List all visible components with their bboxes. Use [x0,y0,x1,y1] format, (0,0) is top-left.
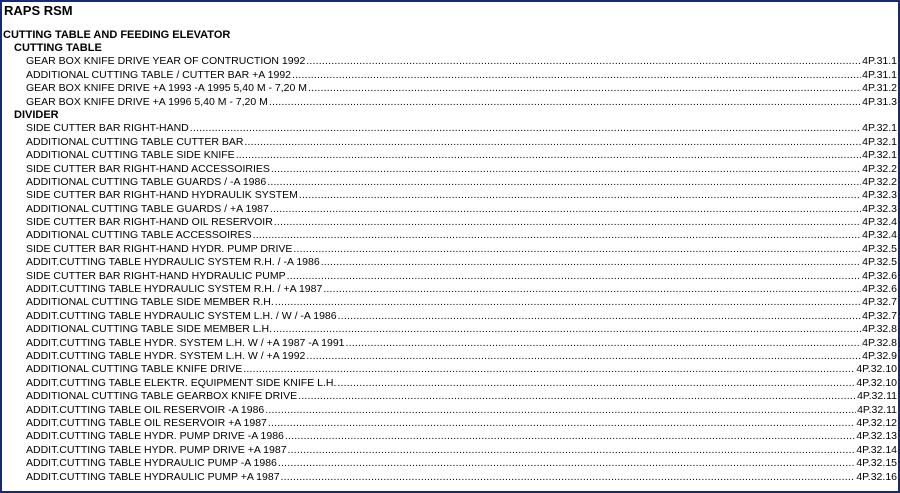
dot-leader [273,323,861,336]
toc-entry-page-ref: 4P.32.4 [862,216,897,229]
toc-entry[interactable] [2,444,898,457]
toc-entry-page-ref: 4P.32.14 [856,443,897,456]
toc-entry[interactable] [2,283,898,296]
toc-entry-page-ref: 4P.32.1 [862,135,897,148]
dot-leader [338,310,862,323]
toc-entry-label: ADDIT.CUTTING TABLE OIL RESERVOIR +A 1987 [26,416,267,429]
dot-leader [292,69,861,82]
toc-entry-page-ref: 4P.32.6 [862,283,897,296]
dot-leader [190,122,861,135]
dot-leader [244,136,861,149]
toc-entry-label: ADDIT.CUTTING TABLE OIL RESERVOIR -A 1986 [26,403,265,416]
dot-leader [269,96,861,109]
toc-entry-label: ADDITIONAL CUTTING TABLE / CUTTER BAR +A 1992 [26,68,291,81]
toc-entry-label: SIDE CUTTER BAR RIGHT-HAND [26,122,189,135]
toc-entry[interactable] [2,256,898,269]
toc-entry[interactable] [2,457,898,470]
toc-entry-page-ref: 4P.32.15 [856,457,897,470]
dot-leader [265,404,856,417]
toc-entry-page-ref: 4P.32.9 [862,349,897,362]
toc-entry[interactable] [2,149,898,162]
toc-entry-page-ref: 4P.32.11 [857,403,897,416]
table-of-contents [2,42,898,484]
toc-entry-page-ref: 4P.32.12 [856,416,897,429]
toc-entry-page-ref: 4P.32.6 [862,269,897,282]
dot-leader [275,296,861,309]
toc-entry-label: GEAR BOX KNIFE DRIVE YEAR OF CONTRUCTION 1992 [26,55,306,68]
dot-leader [243,363,855,376]
dot-leader [346,337,862,350]
toc-entry[interactable] [2,390,898,403]
toc-entry[interactable] [2,417,898,430]
toc-entry-label: ADDITIONAL CUTTING TABLE ACCESSOIRES [26,229,252,242]
toc-entry-label: ADDIT.CUTTING TABLE HYDRAULIC PUMP -A 1986 [26,457,277,470]
toc-entry[interactable] [2,377,898,390]
document-title: RAPS RSM [4,3,73,18]
section-title: CUTTING TABLE AND FEEDING ELEVATOR [3,29,231,41]
subsection-title: CUTTING TABLE [14,42,102,54]
toc-entry-label: ADDITIONAL CUTTING TABLE SIDE MEMBER L.H. [26,323,273,336]
toc-entry-page-ref: 4P.31.3 [862,95,897,108]
toc-entry-label: ADDIT.CUTTING TABLE ELEKTR. EQUIPMENT SIDE KNIFE L.H. [26,376,337,389]
toc-entry-page-ref: 4P.32.1 [862,122,897,135]
toc-entry-label: ADDITIONAL CUTTING TABLE SIDE MEMBER R.H. [26,296,274,309]
toc-entry-page-ref: 4P.32.7 [862,296,897,309]
subsection-title: DIVIDER [14,108,59,121]
toc-entry[interactable] [2,96,898,109]
dot-leader [267,176,861,189]
dot-leader [298,390,856,403]
dot-leader [281,471,856,484]
toc-entry[interactable] [2,189,898,202]
dot-leader [274,216,861,229]
toc-entry-page-ref: 4P.32.2 [862,175,897,188]
toc-entry-page-ref: 4P.31.2 [862,82,897,95]
toc-entry-page-ref: 4P.32.2 [862,162,897,175]
toc-entry-page-ref: 4P.32.7 [862,309,897,322]
toc-entry-label: ADDITIONAL CUTTING TABLE GUARDS / -A 1986 [26,175,267,188]
toc-entry-label: ADDIT.CUTTING TABLE HYDRAULIC SYSTEM R.H. / -A 1986 [26,256,320,269]
dot-leader [287,270,862,283]
dot-leader [285,430,855,443]
dot-leader [268,417,855,430]
toc-entry-label: SIDE CUTTER BAR RIGHT-HAND HYDR. PUMP DRIVE [26,242,293,255]
toc-entry-label: ADDIT.CUTTING TABLE HYDR. SYSTEM L.H. W / +A 1992 [26,349,306,362]
toc-entry[interactable] [2,69,898,82]
dot-leader [323,283,861,296]
toc-entry-label: ADDIT.CUTTING TABLE HYDR. PUMP DRIVE -A 1986 [26,430,284,443]
toc-entry[interactable] [2,122,898,135]
toc-entry[interactable] [2,82,898,95]
toc-entry-page-ref: 4P.31.1 [862,55,897,68]
toc-entry-page-ref: 4P.32.5 [862,242,897,255]
toc-entry-page-ref: 4P.32.3 [862,202,897,215]
toc-entry-label: SIDE CUTTER BAR RIGHT-HAND ACCESSOIRIES [26,162,270,175]
dot-leader [293,243,861,256]
toc-entry-page-ref: 4P.32.10 [856,363,897,376]
toc-entry-label: ADDITIONAL CUTTING TABLE CUTTER BAR [26,135,244,148]
toc-entry[interactable] [2,337,898,350]
toc-entry-page-ref: 4P.32.11 [857,390,897,403]
toc-entry[interactable] [2,296,898,309]
toc-entry-page-ref: 4P.32.16 [856,470,897,483]
toc-entry-page-ref: 4P.32.4 [862,229,897,242]
toc-entry-label: ADDIT.CUTTING TABLE HYDRAULIC PUMP +A 1987 [26,470,280,483]
toc-entry[interactable] [2,216,898,229]
toc-entry[interactable] [2,404,898,417]
dot-leader [306,55,861,68]
toc-entry-label: SIDE CUTTER BAR RIGHT-HAND HYDRAULIK SYSTEM [26,189,298,202]
toc-entry-page-ref: 4P.31.1 [862,68,897,81]
toc-entry-page-ref: 4P.32.5 [862,256,897,269]
toc-entry[interactable] [2,471,898,484]
toc-entry-page-ref: 4P.32.1 [862,149,897,162]
toc-entry-label: ADDIT.CUTTING TABLE HYDRAULIC SYSTEM R.H. / +A 1987 [26,283,323,296]
toc-entry-page-ref: 4P.32.13 [856,430,897,443]
dot-leader [306,350,861,363]
toc-entry[interactable] [2,176,898,189]
toc-entry[interactable] [2,243,898,256]
dot-leader [278,457,855,470]
toc-entry-page-ref: 4P.32.8 [862,323,897,336]
toc-entry-label: SIDE CUTTER BAR RIGHT-HAND OIL RESERVOIR [26,216,273,229]
toc-entry[interactable] [2,323,898,336]
toc-entry[interactable] [2,203,898,216]
dot-leader [236,149,861,162]
toc-entry-label: ADDIT.CUTTING TABLE HYDR. SYSTEM L.H. W / +A 1987 -A 1991 [26,336,345,349]
toc-entry[interactable] [2,163,898,176]
toc-entry[interactable] [2,270,898,283]
toc-entry[interactable] [2,136,898,149]
toc-entry-label: GEAR BOX KNIFE DRIVE +A 1996 5,40 M - 7,20 M [26,95,268,108]
toc-entry-label: ADDITIONAL CUTTING TABLE SIDE KNIFE [26,149,235,162]
dot-leader [299,189,861,202]
dot-leader [270,203,861,216]
toc-entry[interactable] [2,430,898,443]
toc-entry-page-ref: 4P.32.10 [856,376,897,389]
dot-leader [308,82,861,95]
dot-leader [337,377,855,390]
dot-leader [321,256,861,269]
toc-entry[interactable] [2,229,898,242]
toc-entry-label: ADDITIONAL CUTTING TABLE GUARDS / +A 1987 [26,202,269,215]
dot-leader [288,444,856,457]
toc-entry-label: ADDITIONAL CUTTING TABLE KNIFE DRIVE [26,363,243,376]
toc-entry[interactable] [2,310,898,323]
toc-entry-label: ADDITIONAL CUTTING TABLE GEARBOX KNIFE DRIVE [26,390,298,403]
toc-entry[interactable] [2,55,898,68]
toc-entry[interactable] [2,363,898,376]
dot-leader [271,163,861,176]
toc-entry-label: SIDE CUTTER BAR RIGHT-HAND HYDRAULIC PUMP [26,269,286,282]
toc-entry-page-ref: 4P.32.8 [862,336,897,349]
toc-entry-page-ref: 4P.32.3 [862,189,897,202]
dot-leader [253,229,862,242]
toc-entry-label: GEAR BOX KNIFE DRIVE +A 1993 -A 1995 5,40 M - 7,20 M [26,82,308,95]
toc-entry-label: ADDIT.CUTTING TABLE HYDRAULIC SYSTEM L.H. / W / -A 1986 [26,309,337,322]
toc-entry[interactable] [2,350,898,363]
toc-entry-label: ADDIT.CUTTING TABLE HYDR. PUMP DRIVE +A 1987 [26,443,287,456]
